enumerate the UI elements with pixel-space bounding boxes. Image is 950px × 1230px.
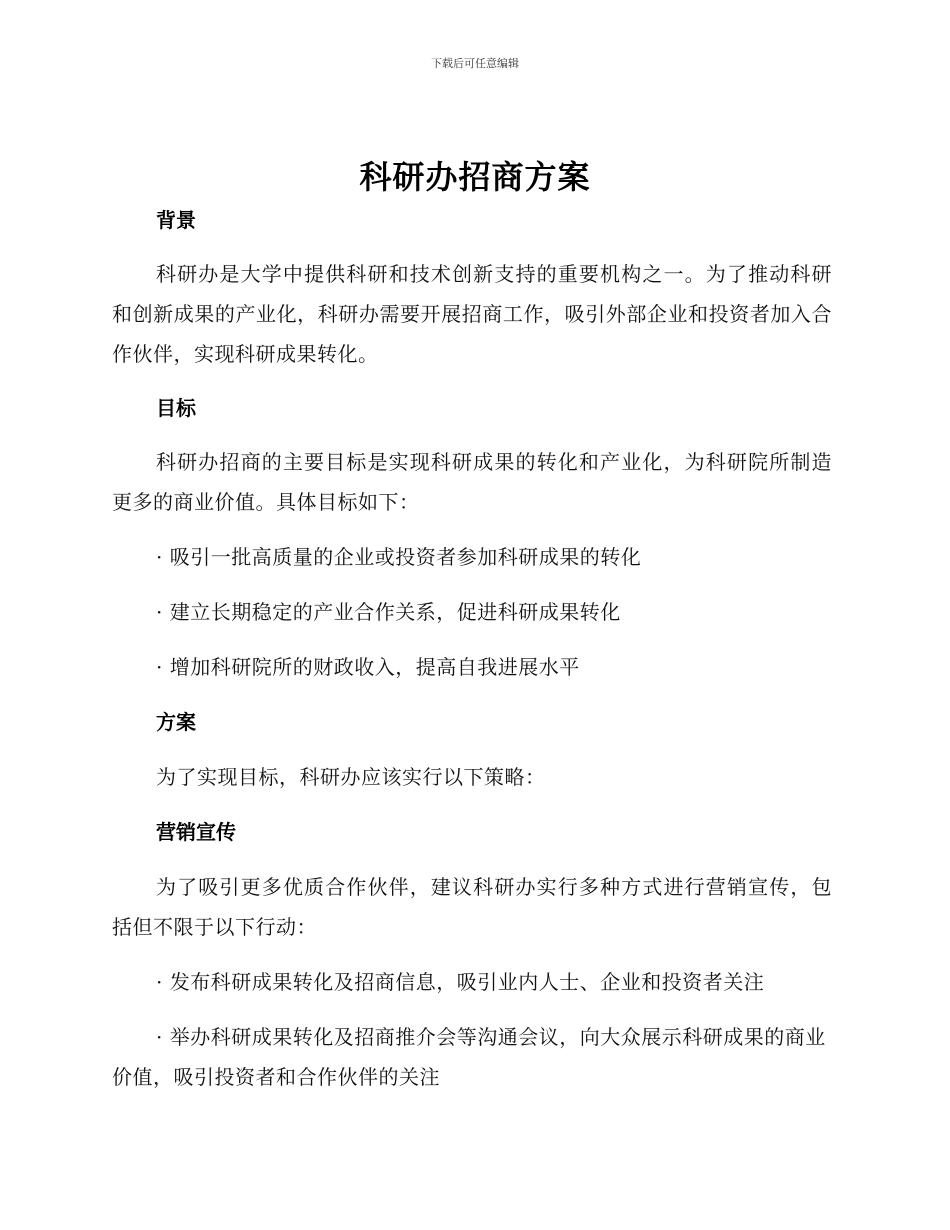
document-body xyxy=(112,200,832,1097)
paragraph-plan: 为了实现目标，科研办应该实行以下策略： xyxy=(156,765,546,789)
paragraph-goal: 科研办招商的主要目标是实现科研成果的转化和产业化，为科研院所制造更多的商业价值。具体目标如下： xyxy=(112,450,832,514)
list-item: · 建立长期稳定的产业合作关系，促进科研成果转化 xyxy=(156,600,621,624)
section-heading-marketing: 营销宣传 xyxy=(156,820,236,844)
section-heading-background: 背景 xyxy=(156,208,196,232)
paragraph-marketing: 为了吸引更多优质合作伙伴，建议科研办实行多种方式进行营销宣传，包括但不限于以下行动： xyxy=(112,875,832,939)
section-heading-goal: 目标 xyxy=(156,396,196,420)
paragraph-background: 科研办是大学中提供科研和技术创新支持的重要机构之一。为了推动科研和创新成果的产业化，科研办需要开展招商工作，吸引外部企业和投资者加入合作伙伴，实现科研成果转化。 xyxy=(112,262,832,366)
section-heading-plan: 方案 xyxy=(156,710,196,734)
page-title: 科研办招商方案 xyxy=(359,158,591,196)
list-item: · 举办科研成果转化及招商推介会等沟通会议，向大众展示科研成果的商业价值，吸引投资者和合作伙伴的关注 xyxy=(112,1025,826,1089)
list-item: · 增加科研院所的财政收入，提高自我进展水平 xyxy=(156,655,580,679)
header-note: 下载后可任意编辑 xyxy=(431,57,519,70)
list-item: · 吸引一批高质量的企业或投资者参加科研成果的转化 xyxy=(156,545,642,569)
list-item: · 发布科研成果转化及招商信息，吸引业内人士、企业和投资者关注 xyxy=(156,970,765,994)
